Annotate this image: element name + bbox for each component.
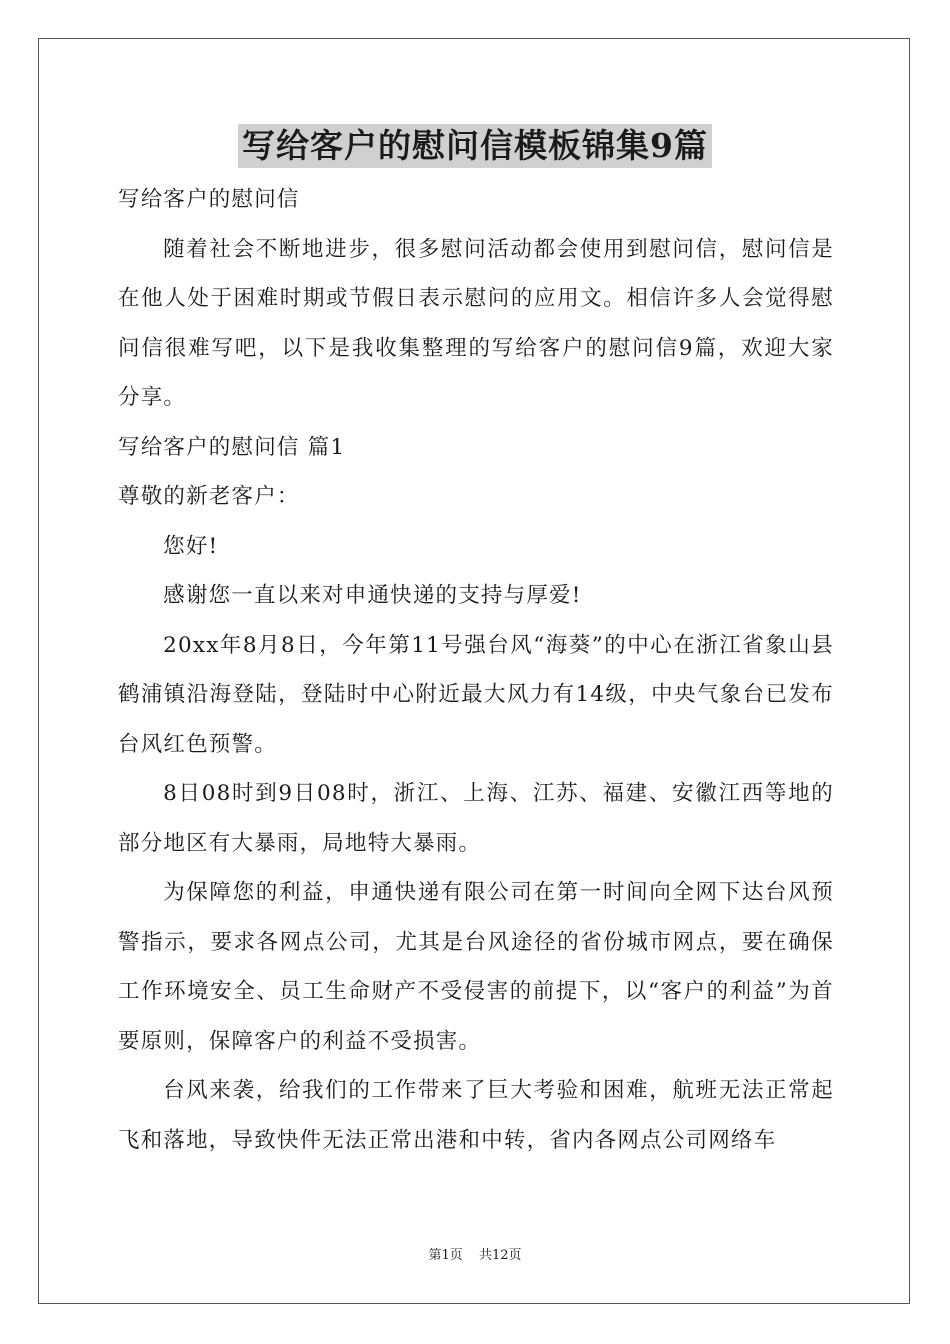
paragraph: 8日08时到9日08时，浙江、上海、江苏、福建、安徽江西等地的部分地区有大暴雨，局地特大暴雨。 (118, 781, 834, 856)
document-body (118, 175, 834, 1165)
document-title: 写给客户的慰问信模板锦集9篇 (238, 124, 712, 168)
paragraph: 20xx年8月8日，今年第11号强台风“海葵”的中心在浙江省象山县鹤浦镇沿海登陆，登陆时中心附近最大风力有14级，中央气象台已发布台风红色预警。 (118, 632, 834, 757)
paragraph: 为保障您的利益，申通快递有限公司在第一时间向全网下达台风预警指示，要求各网点公司，尤其是台风途径的省份城市网点，要在确保工作环境安全、员工生命财产不受侵害的前提下，以“客户的利益”为首要原则，保障客户的利益不受损害。 (118, 880, 834, 1054)
paragraph: 写给客户的慰问信 (118, 187, 300, 212)
paragraph: 台风来袭，给我们的工作带来了巨大考验和困难，航班无法正常起飞和落地，导致快件无法正常出港和中转，省内各网点公司网络车 (118, 1078, 834, 1153)
paragraph: 您好! (163, 533, 219, 559)
paragraph: 写给客户的慰问信 篇1 (118, 434, 346, 460)
title-wrap (0, 124, 950, 168)
page-number: 第1页 (428, 1248, 463, 1263)
paragraph: 随着社会不断地进步，很多慰问活动都会使用到慰问信，慰问信是在他人处于困难时期或节假日表示慰问的应用文。相信许多人会觉得慰问信很难写吧，以下是我收集整理的写给客户的慰问信9篇，欢迎大家分享。 (118, 236, 834, 410)
paragraph: 感谢您一直以来对申通快递的支持与厚爱! (163, 583, 582, 608)
page-footer (0, 1246, 950, 1266)
paragraph: 尊敬的新老客户： (118, 484, 300, 509)
page-total: 共12页 (478, 1248, 522, 1263)
